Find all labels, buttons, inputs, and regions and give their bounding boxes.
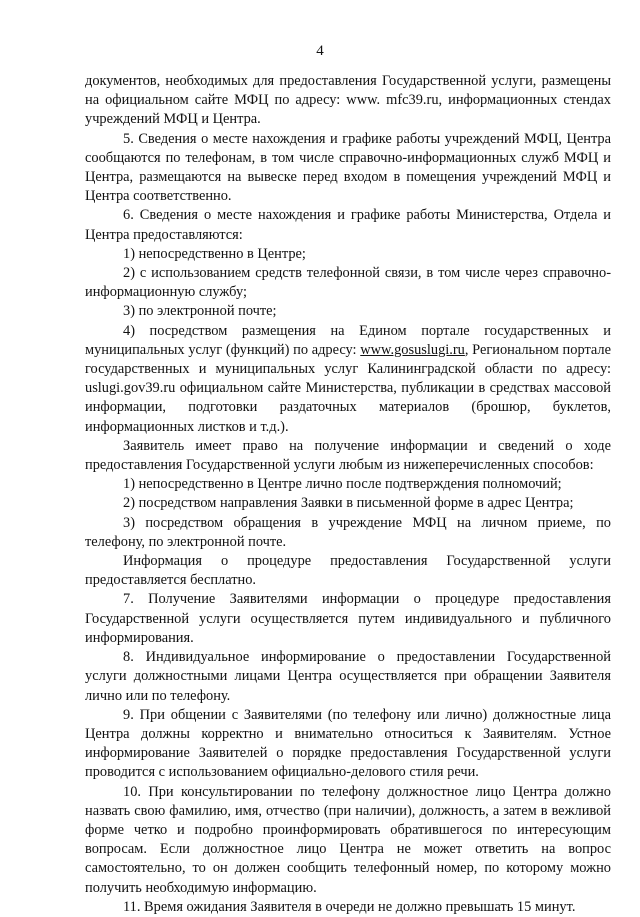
method-item-3: 3) посредством обращения в учреждение МФЦ на личном приеме, по телефону, по электронной почте. bbox=[85, 514, 611, 550]
paragraph-continuation: документов, необходимых для предоставления Государственной услуги, размещены на официальном сайте МФЦ по адресу: www. mfc39.ru, информационных стендах учреждений МФЦ и Центра. bbox=[85, 73, 611, 128]
paragraph-9: 9. При общении с Заявителями (по телефону или лично) должностные лица Центра должны корректно и внимательно относиться к Заявителям. Устное информирование Заявителей о порядке предоставления Государственной услуги проводится с использованием официально-делового стиля речи. bbox=[85, 706, 611, 781]
list-item-2: 2) с использованием средств телефонной связи, в том числе через справочно-информационную службу; bbox=[85, 265, 611, 301]
page-number: 4 bbox=[316, 43, 324, 59]
list-item-4 bbox=[85, 322, 611, 437]
list-item-1: 1) непосредственно в Центре; bbox=[123, 245, 306, 262]
list-item-3: 3) по электронной почте; bbox=[123, 303, 277, 320]
list-item-4-text-start: 4) посредством размещения на Едином портале государственных и муниципальных услуг (функций) по адресу: bbox=[85, 322, 611, 358]
method-item-2: 2) посредством направления Заявки в письменной форме в адрес Центра; bbox=[123, 495, 574, 512]
paragraph-free-info: Информация о процедуре предоставления Государственной услуги предоставляется бесплатно. bbox=[85, 553, 611, 589]
paragraph-7: 7. Получение Заявителями информации о процедуре предоставления Государственной услуги осуществляется путем индивидуального и публичного информирования. bbox=[85, 591, 611, 646]
paragraph-11: 11. Время ожидания Заявителя в очереди не должно превышать 15 минут. bbox=[123, 898, 576, 915]
paragraph-8: 8. Индивидуальное информирование о предоставлении Государственной услуги должностными лицами Центра осуществляется при обращении Заявителя лично или по телефону. bbox=[85, 649, 611, 704]
paragraph-5: 5. Сведения о месте нахождения и графике работы учреждений МФЦ, Центра сообщаются по телефонам, в том числе справочно-информационных служб МФЦ и Центра, размещаются на вывеске перед входом в помещения учреждений МФЦ и Центра соответственно. bbox=[85, 130, 611, 205]
paragraph-6: 6. Сведения о месте нахождения и графике работы Министерства, Отдела и Центра предоставляются: bbox=[85, 207, 611, 243]
document-body bbox=[85, 72, 611, 917]
method-item-1: 1) непосредственно в Центре лично после подтверждения полномочий; bbox=[123, 476, 562, 493]
paragraph-applicant-rights: Заявитель имеет право на получение информации и сведений о ходе предоставления Государственной услуги любым из нижеперечисленных способов: bbox=[85, 437, 611, 474]
paragraph-10: 10. При консультировании по телефону должностное лицо Центра должно назвать свою фамилию, имя, отчество (при наличии), должность, а затем в вежливой форме четко и подробно проинформировать обратившегося по интересующим вопросам. Если должностное лицо Центра не может ответить на вопрос самостоятельно, то он должен сообщить телефонный номер, по которому можно получить необходимую информацию. bbox=[85, 783, 611, 896]
list-item-4-text-end: , Региональном портале государственных и муниципальных услуг Калининградской области по адресу: uslugi.gov39.ru официальном сайте Министерства, публикации в средствах массовой информации, подготовки раздаточных материалов (брошюр, буклетов, информационных листков и т.д.). bbox=[85, 341, 611, 435]
gosuslugi-link[interactable]: www.gosuslugi.ru bbox=[360, 341, 465, 358]
